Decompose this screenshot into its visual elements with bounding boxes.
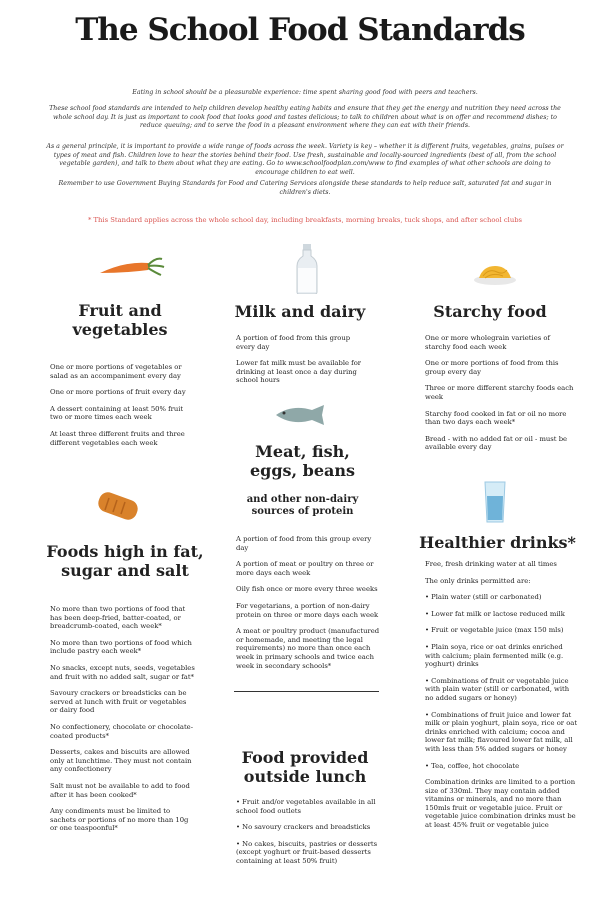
list-item: A dessert containing at least 50% fruit two or more times each week: [50, 404, 184, 422]
list-item: • Lower fat milk or lactose reduced milk: [425, 609, 565, 618]
milk-bottle-icon: [296, 244, 318, 294]
section-title-milk-dairy: Milk and dairy: [234, 302, 366, 321]
list-item: A portion of food from this group every day: [236, 535, 372, 552]
milk-dairy-list: [236, 334, 371, 393]
section-title-healthier-drinks: Healthier drinks*: [419, 533, 576, 552]
list-item: At least three different fruits and three different vegetables each week: [50, 429, 185, 447]
outside-lunch-list: [236, 798, 381, 874]
intro-paragraph: As a general principle, it is important to provide a wide range of foods across the week. Variety is key – whether it is different fruits, vegetables, grains, pulses or types of meat and fish. Children love to hear the stories behind their food. Use fresh, sustainable and locally-sourced ingredients (best of all, from the school vegetable garden), and talk to them about what they are eating. Go to www.schoolfoodplan.com/www to find examples of what other schools are doing to encourage children to eat well.: [46, 143, 564, 176]
fish-icon: [272, 404, 332, 426]
list-item: Oily fish once or more every three weeks: [236, 585, 378, 594]
list-item: Savoury crackers or breadsticks can be served at lunch with fruit or vegetables or dairy food: [50, 689, 187, 715]
starchy-food-list: [425, 334, 575, 460]
carrot-icon: [96, 253, 166, 281]
section-title-line: outside lunch: [243, 767, 367, 786]
section-title-starchy-food: Starchy food: [433, 302, 547, 321]
list-item: • Combinations of fruit or vegetable juice with plain water (still or carbonated, with no added sugars or honey): [425, 676, 570, 702]
healthier-drinks-list: [425, 560, 578, 838]
section-title-meat-fish: [230, 442, 375, 480]
list-item: Salt must not be available to add to food after it has been cooked*: [50, 781, 190, 799]
list-item: • Fruit and/or vegetables available in all school food outlets: [236, 798, 376, 815]
list-item: For vegetarians, a portion of non-dairy protein on three or more days each week: [236, 601, 379, 619]
standard-note: * This Standard applies across the whole school day, including breakfasts, morning breaks, tuck shops, and after school clubs: [87, 215, 523, 224]
section-title-line: Meat, fish,: [255, 442, 350, 461]
list-item: Free, fresh drinking water at all times: [425, 560, 557, 568]
section-title-fruit-vegetables: [40, 301, 200, 339]
list-item: One or more wholegrain varieties of starchy food each week: [425, 334, 550, 351]
list-item: Bread - with no added fat or oil - must be available every day: [425, 434, 568, 452]
pasta-plate-icon: [473, 262, 517, 286]
meat-fish-list: [236, 535, 381, 678]
section-title-high-fat: [40, 542, 210, 580]
list-item: A portion of food from this group every day: [236, 334, 351, 351]
section-title-line: Foods high in fat,: [46, 542, 204, 561]
list-item: One or more portions of fruit every day: [50, 388, 186, 397]
section-subtitle-line: and other non-dairy: [246, 494, 359, 505]
list-item: Combination drinks are limited to a portion size of 330ml. They may contain added vitamins or minerals, and no more than 150mls fruit or vegetable juice. Fruit or vegetable juice combination drinks must be at least 45% fruit or vegetable juice: [425, 778, 576, 830]
section-title-line: sugar and salt: [61, 561, 189, 580]
section-subtitle-line: sources of protein: [251, 506, 354, 517]
list-item: A meat or poultry product (manufactured or homemade, and meeting the legal requirements) no more than once each week in primary schools and twice each week in secondary schools*: [236, 627, 380, 670]
sausage-roll-icon: [95, 490, 141, 522]
intro-paragraph: Remember to use Government Buying Standards for Food and Catering Services alongside these standards to help reduce salt, saturated fat and sugar in children's diets.: [58, 180, 552, 196]
list-item: • Combinations of fruit juice and lower fat milk or plain yoghurt, plain soya, rice or oat drinks enriched with calcium; cocoa and lower fat milk; flavoured lower fat milk, all with less than 5% added sugars or honey: [425, 710, 578, 753]
section-subtitle-protein: [230, 494, 375, 518]
list-item: Starchy food cooked in fat or oil no more than two days each week*: [425, 409, 567, 427]
list-item: • Tea, coffee, hot chocolate: [425, 761, 520, 770]
intro-paragraph: These school food standards are intended to help children develop healthy eating habits and ensure that they get the energy and nutrition they need across the whole school day. It is just as important to cook food that looks good and tastes delicious; to talk to children about what is on offer and recommend dishes; to reduce queuing; and to serve the food in a pleasant environment where they can eat with their friends.: [49, 105, 561, 130]
list-item: • No cakes, biscuits, pastries or desserts (except yoghurt or fruit-based desserts containing at least 50% fruit): [236, 839, 378, 865]
list-item: • Plain water (still or carbonated): [425, 593, 542, 602]
section-title-line: eggs, beans: [249, 461, 356, 480]
list-item: • Fruit or vegetable juice (max 150 mls): [425, 626, 564, 635]
list-item: One or more portions of food from this group every day: [425, 359, 559, 376]
list-item: No confectionery, chocolate or chocolate-coated products*: [50, 722, 193, 740]
list-item: No more than two portions of food which include pastry each week*: [50, 638, 192, 656]
high-fat-list: [50, 605, 195, 841]
list-item: Any condiments must be limited to sachets or portions of no more than 10g or one teaspoonful*: [50, 807, 189, 833]
list-item: No more than two portions of food that has been deep-fried, batter-coated, or breadcrumb-coated, each week*: [50, 605, 186, 631]
list-item: A portion of meat or poultry on three or more days each week: [236, 560, 374, 577]
list-item: No snacks, except nuts, seeds, vegetables and fruit with no added salt, sugar or fat*: [50, 663, 195, 681]
list-item: • Plain soya, rice or oat drinks enriched with calcium; plain fermented milk (e.g. yoghurt) drinks: [425, 642, 564, 669]
list-item: One or more portions of vegetables or salad as an accompaniment every day: [50, 363, 182, 380]
section-title-line: Food provided: [241, 748, 369, 767]
list-item: Desserts, cakes and biscuits are allowed only at lunchtime. They must not contain any confectionery: [50, 748, 192, 774]
section-divider: [234, 691, 379, 692]
fruit-vegetables-list: [50, 363, 195, 455]
list-item: Lower fat milk must be available for drinking at least once a day during school hours: [236, 359, 362, 385]
intro-paragraph: Eating in school should be a pleasurable experience: time spent sharing good food with peers and teachers.: [132, 89, 478, 97]
water-glass-icon: [483, 480, 507, 524]
section-title-line: vegetables: [72, 320, 168, 339]
list-item: Three or more different starchy foods each week: [425, 384, 574, 401]
section-title-outside-lunch: [230, 748, 380, 786]
list-item: • No savoury crackers and breadsticks: [236, 823, 371, 832]
list-item: The only drinks permitted are:: [425, 576, 531, 585]
page-title: The School Food Standards: [75, 12, 525, 48]
section-title-line: Fruit and: [78, 301, 162, 320]
